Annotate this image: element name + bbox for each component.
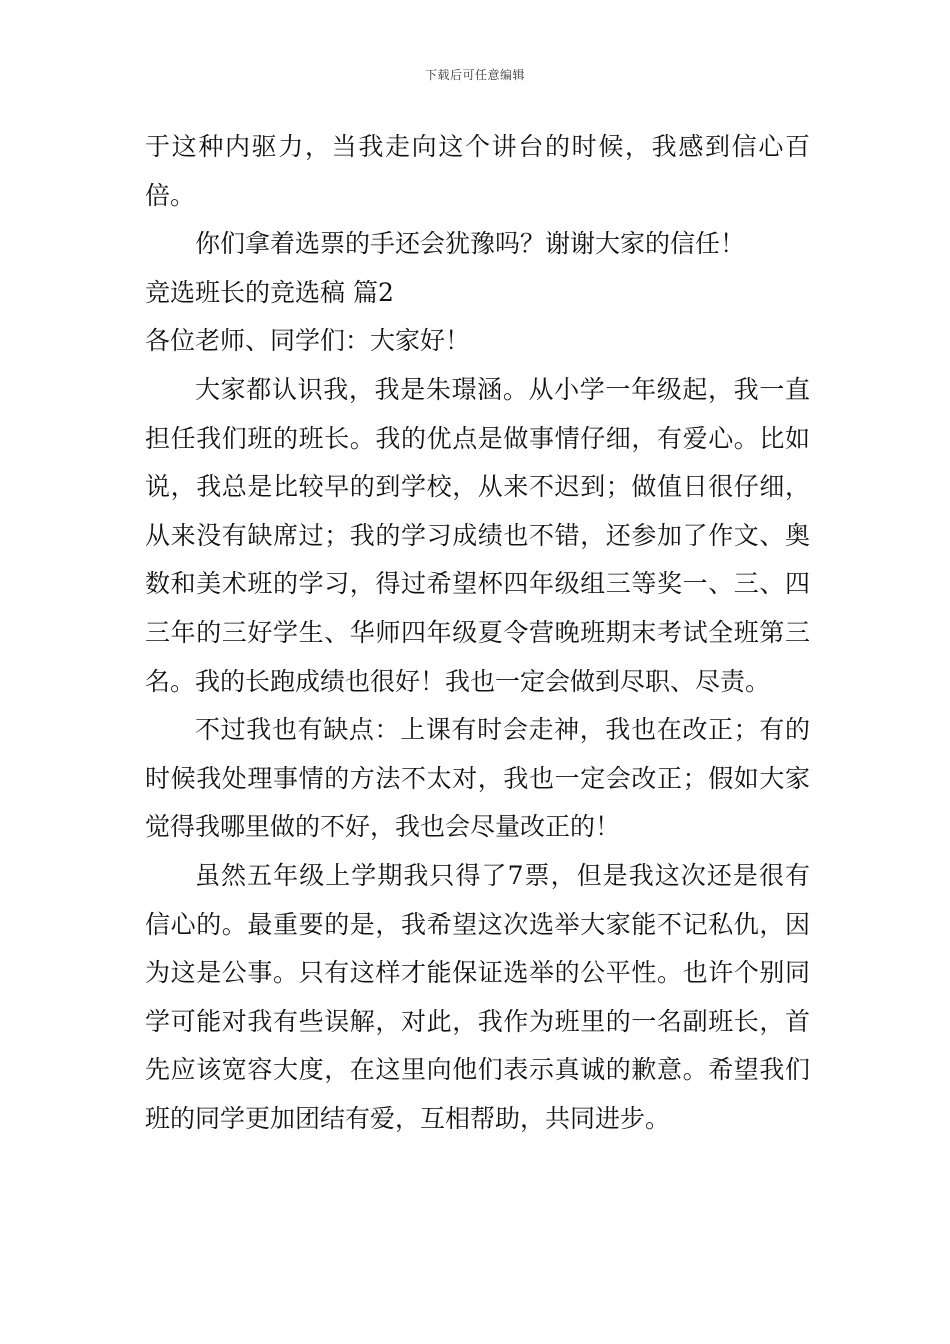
page-header-note: 下载后可任意编辑 [424, 68, 525, 82]
paragraph-introduction: 大家都认识我，我是朱璟涵。从小学一年级起，我一直担任我们班的班长。我的优点是做事情仔细，有爱心。比如说，我总是比较早的到学校，从来不迟到；做值日很仔细，从来没有缺席过；我的学习成绩也不错，还参加了作文、奥数和美术班的学习，得过希望杯四年级组三等奖一、三、四三年的三好学生、华师四年级夏令营晚班期末考试全班第三名。我的长跑成绩也很好！我也一定会做到尽职、尽责。 [145, 374, 810, 696]
paragraph-closing-question: 你们拿着选票的手还会犹豫吗？谢谢大家的信任！ [195, 229, 746, 259]
paragraph-confidence: 虽然五年级上学期我只得了7票，但是我这次还是很有信心的。最重要的是，我希望这次选举大家能不记私仇，因为这是公事。只有这样才能保证选举的公平性。也许个别同学可能对我有些误解，对此，我作为班里的一名副班长，首先应该宽容大度，在这里向他们表示真诚的歉意。希望我们班的同学更加团结有爱，互相帮助，共同进步。 [145, 860, 810, 1133]
paragraph-continuation: 于这种内驱力，当我走向这个讲台的时候，我感到信心百倍。 [145, 132, 810, 210]
section-heading: 竞选班长的竞选稿 篇2 [145, 277, 394, 307]
salutation: 各位老师、同学们：大家好！ [145, 326, 471, 356]
paragraph-shortcomings: 不过我也有缺点：上课有时会走神，我也在改正；有的时候我处理事情的方法不太对，我也一定会改正；假如大家觉得我哪里做的不好，我也会尽量改正的！ [145, 715, 810, 842]
document-body [145, 123, 810, 1143]
